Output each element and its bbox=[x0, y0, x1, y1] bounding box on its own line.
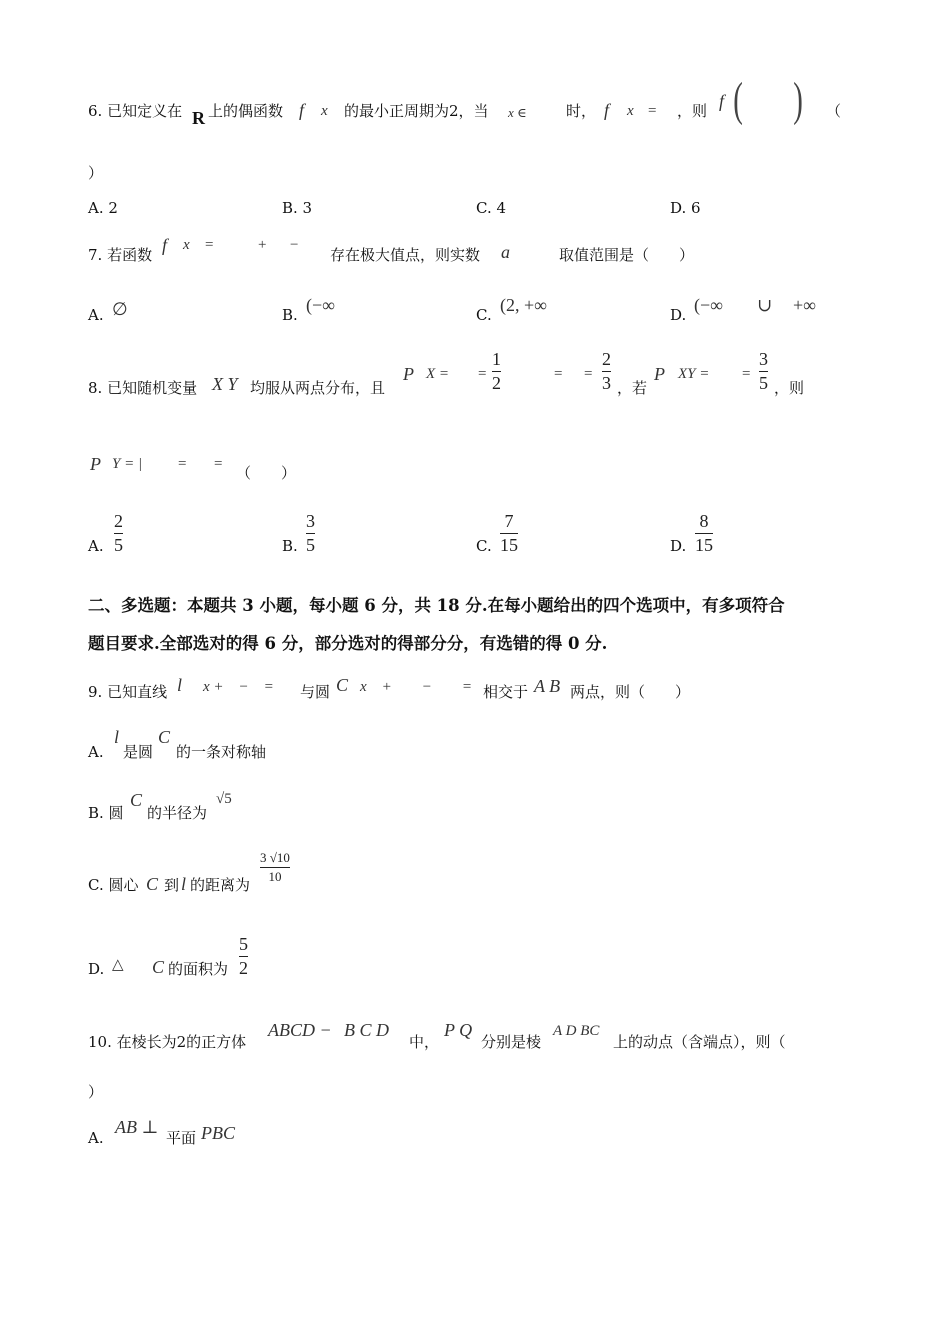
q8-option-b-label: B. bbox=[282, 537, 298, 555]
q10-cube-2: B C D bbox=[344, 1020, 389, 1040]
q9-option-d-text: 的面积为 bbox=[168, 960, 229, 978]
q8-xy: X Y bbox=[212, 374, 238, 394]
q8-fraction-2 bbox=[602, 350, 611, 392]
q9-option-d-C: C bbox=[152, 957, 165, 977]
q8-option-b-num: 3 bbox=[306, 511, 315, 531]
q10-option-a-expr: AB ⊥ bbox=[115, 1117, 159, 1137]
q9-option-c-C: C bbox=[146, 874, 159, 894]
q7-option-b-value: (−∞ bbox=[306, 295, 335, 315]
q9-C: C bbox=[336, 675, 349, 695]
q6-text-3: 时， bbox=[566, 102, 597, 120]
q8-fraction-3-bar bbox=[759, 371, 768, 372]
q9-text-2: 相交于 bbox=[483, 683, 529, 701]
q7-text-2: 取值范围是（ ） bbox=[559, 246, 695, 264]
q10-edges: A D BC bbox=[553, 1023, 600, 1039]
q8-fraction-2-num: 2 bbox=[602, 349, 611, 369]
q8-eq4: = bbox=[742, 366, 751, 382]
q8-fraction-3-den: 5 bbox=[759, 373, 768, 393]
q7-x: x bbox=[183, 237, 190, 253]
q7-prefix: 7. 若函数 bbox=[88, 246, 153, 264]
q9-option-a-text-2: 的一条对称轴 bbox=[176, 743, 267, 761]
q8-eq1: = bbox=[478, 366, 487, 382]
q7-text-1: 存在极大值点，则实数 bbox=[330, 246, 481, 264]
q6-eq: = bbox=[648, 103, 657, 119]
q10-cube: ABCD − bbox=[268, 1020, 332, 1040]
q8-option-a-num: 2 bbox=[114, 511, 123, 531]
q8-fraction-2-den: 3 bbox=[602, 373, 611, 393]
q7-f: f bbox=[162, 235, 168, 255]
q9-option-d-label: D. bbox=[88, 960, 105, 978]
q10-option-a-label: A. bbox=[88, 1129, 104, 1147]
q7-option-b-label: B. bbox=[282, 306, 298, 324]
q9-option-c-l: l bbox=[181, 874, 187, 894]
q6-x2: x bbox=[627, 103, 634, 119]
q9-option-c-text-1: 到 bbox=[164, 876, 180, 894]
q8-option-a-label: A. bbox=[88, 537, 104, 555]
q6-blank-open: （ bbox=[826, 102, 842, 120]
q6-x1: x bbox=[321, 103, 328, 119]
q6-paren-close: ) bbox=[793, 73, 803, 126]
q7-option-c-value: (2, +∞ bbox=[500, 295, 547, 315]
q7-option-d-value-1: (−∞ bbox=[694, 295, 723, 315]
q8-option-a-frac bbox=[114, 512, 123, 554]
q8-option-c-bar bbox=[500, 533, 518, 534]
q10-close: ） bbox=[88, 1083, 104, 1101]
q7-eq: = bbox=[205, 237, 214, 253]
q8-eq6: = bbox=[214, 456, 223, 472]
q6-x-in: x ∈ bbox=[508, 105, 527, 120]
section-2-line-1: 二、多选题：本题共 3 小题，每小题 6 分，共 18 分.在每小题给出的四个选项中，有多项符合 bbox=[88, 596, 785, 615]
q9-line-expr: x + − = bbox=[203, 679, 274, 695]
q9-option-c-label: C. 圆心 bbox=[88, 876, 139, 894]
q6-option-b: B. 3 bbox=[282, 199, 313, 217]
q6-f3: f bbox=[719, 91, 725, 111]
q8-fraction-1-den: 2 bbox=[492, 373, 501, 393]
q6-option-a: A. 2 bbox=[88, 199, 118, 217]
q10-text-3: 上的动点（含端点），则（ bbox=[613, 1033, 786, 1051]
q9-option-d-den: 2 bbox=[239, 958, 248, 978]
q10-pq: P Q bbox=[444, 1020, 473, 1040]
q8-x1: X = bbox=[426, 366, 450, 382]
q6-text-2: 的最小正周期为2，当 bbox=[344, 102, 489, 120]
q8-eq3: = bbox=[584, 366, 593, 382]
q8-option-d-bar bbox=[695, 533, 713, 534]
q6-text-4: ，则 bbox=[677, 102, 708, 120]
q9-option-d-triangle: △ bbox=[112, 957, 124, 973]
q8-text-2: ，若 bbox=[617, 379, 648, 397]
q8-eq2: = bbox=[554, 366, 563, 382]
q9-option-a-label: A. bbox=[88, 743, 104, 761]
q9-option-d-bar bbox=[239, 956, 248, 957]
q8-option-b-bar bbox=[306, 533, 315, 534]
q8-option-b-frac bbox=[306, 512, 315, 554]
section-2-line-2: 题目要求.全部选对的得 6 分，部分选对的得部分分，有选错的得 0 分. bbox=[88, 634, 608, 653]
q8-fraction-1 bbox=[492, 350, 501, 392]
q9-option-b-C: C bbox=[130, 790, 143, 810]
q8-option-d-num: 8 bbox=[699, 511, 709, 531]
q8-option-c-num: 7 bbox=[504, 511, 514, 531]
q7-option-a-label: A. bbox=[88, 306, 104, 324]
q9-option-c-frac bbox=[260, 851, 290, 883]
q6-real-set: R bbox=[192, 108, 205, 128]
q8-blank: （ ） bbox=[236, 464, 297, 482]
q9-l: l bbox=[177, 675, 183, 695]
q8-xy2: XY = bbox=[678, 366, 710, 382]
q10-text-2: 分别是棱 bbox=[481, 1033, 542, 1051]
q8-p1: P bbox=[403, 364, 414, 384]
q8-fraction-3 bbox=[759, 350, 768, 392]
q8-p2: P bbox=[654, 364, 665, 384]
q6-option-d: D. 6 bbox=[670, 199, 701, 217]
q9-prefix: 9. 已知直线 bbox=[88, 683, 168, 701]
q7-option-a-value: ∅ bbox=[112, 299, 128, 319]
q8-option-d-label: D. bbox=[670, 537, 687, 555]
q9-option-c-text-2: 的距离为 bbox=[190, 876, 251, 894]
q7-plus: + bbox=[258, 237, 267, 253]
q8-option-c-label: C. bbox=[476, 537, 492, 555]
q8-option-d-den: 15 bbox=[695, 535, 713, 555]
q8-text-3: ，则 bbox=[774, 379, 805, 397]
q8-p3: P bbox=[90, 454, 101, 474]
q9-circle-expr: x + − = bbox=[360, 679, 473, 695]
q7-option-d-label: D. bbox=[670, 306, 687, 324]
q8-option-b-den: 5 bbox=[306, 535, 315, 555]
q7-option-d-value-2: +∞ bbox=[793, 295, 816, 315]
q10-prefix: 10. 在棱长为2的正方体 bbox=[88, 1033, 247, 1051]
q9-option-c-bar bbox=[260, 867, 290, 868]
q8-eq5: = bbox=[178, 456, 187, 472]
q10-text-1: 中， bbox=[409, 1033, 440, 1051]
q6-f2: f bbox=[604, 100, 610, 120]
q8-fraction-2-bar bbox=[602, 371, 611, 372]
q9-option-a-l: l bbox=[114, 727, 120, 747]
q6-blank-close: ） bbox=[88, 164, 104, 182]
q9-text-3: 两点，则（ ） bbox=[570, 683, 691, 701]
q6-paren-open: ( bbox=[733, 73, 743, 126]
q8-prefix: 8. 已知随机变量 bbox=[88, 379, 198, 397]
q9-option-c-den: 10 bbox=[268, 869, 282, 884]
q9-option-a-text-1: 是圆 bbox=[123, 743, 154, 761]
q9-text-1: 与圆 bbox=[300, 683, 331, 701]
q9-option-a-C: C bbox=[158, 727, 171, 747]
q9-option-c-num: 3 √10 bbox=[260, 850, 290, 865]
q8-fraction-1-num: 1 bbox=[492, 349, 501, 369]
q8-fraction-1-bar bbox=[492, 371, 501, 372]
q7-option-d-union: ∪ bbox=[757, 295, 773, 315]
q9-option-b-text: 的半径为 bbox=[147, 804, 208, 822]
q8-option-c-den: 15 bbox=[500, 535, 518, 555]
q6-text-1: 上的偶函数 bbox=[208, 102, 284, 120]
q9-ab: A B bbox=[534, 676, 561, 696]
q8-option-a-bar bbox=[114, 533, 123, 534]
q8-option-a-den: 5 bbox=[114, 535, 123, 555]
q9-option-d-frac bbox=[239, 935, 248, 977]
q10-option-a-text: 平面 bbox=[166, 1129, 197, 1147]
q10-option-a-pbc: PBC bbox=[201, 1123, 235, 1143]
q6-f1: f bbox=[299, 100, 305, 120]
q8-y3: Y = | bbox=[112, 456, 143, 472]
q9-option-b-label: B. 圆 bbox=[88, 804, 124, 822]
q9-option-d-num: 5 bbox=[239, 934, 248, 954]
q9-option-b-sqrt: √5 bbox=[216, 791, 232, 807]
q8-option-d-frac bbox=[695, 512, 713, 554]
q7-a: a bbox=[501, 242, 510, 262]
q6-prefix: 6. 已知定义在 bbox=[88, 102, 183, 120]
q6-option-c: C. 4 bbox=[476, 199, 507, 217]
q8-option-c-frac bbox=[500, 512, 518, 554]
q8-text-1: 均服从两点分布，且 bbox=[250, 379, 386, 397]
q7-minus: − bbox=[290, 237, 299, 253]
q7-option-c-label: C. bbox=[476, 306, 492, 324]
q8-fraction-3-num: 3 bbox=[759, 349, 768, 369]
